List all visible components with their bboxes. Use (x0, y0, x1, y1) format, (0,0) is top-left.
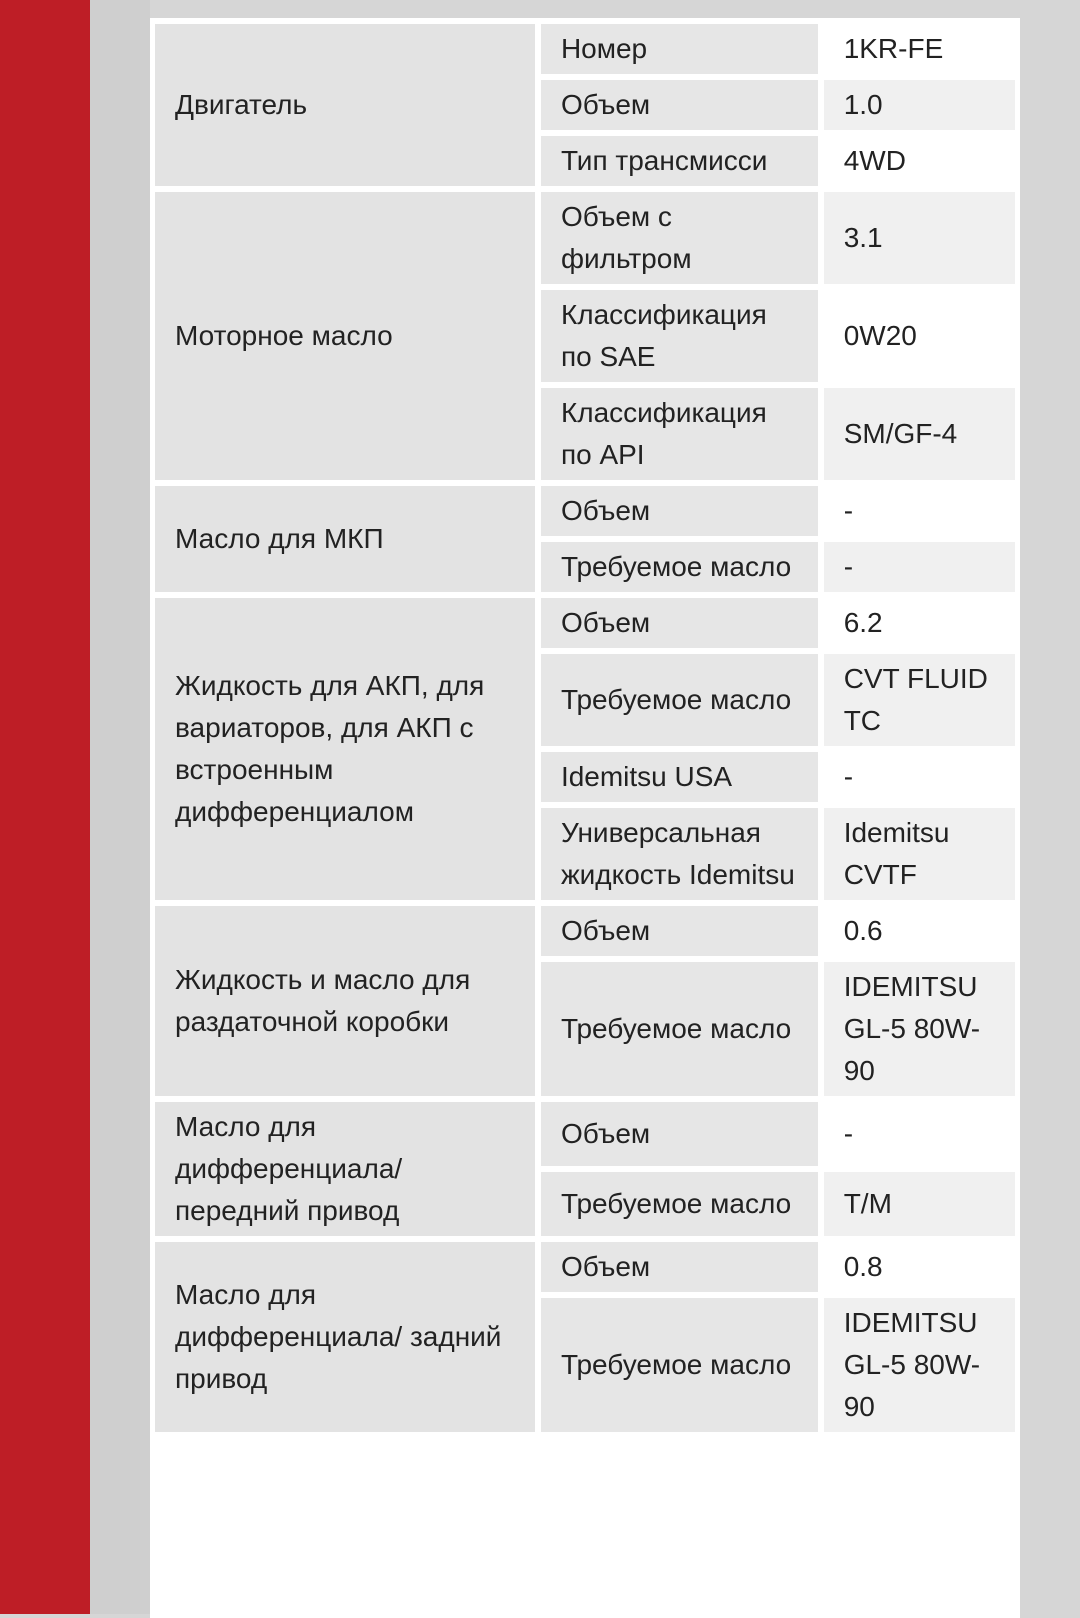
row-value: 1.0 (824, 80, 1015, 130)
row-key: Объем (541, 80, 818, 130)
row-value: 3.1 (824, 192, 1015, 284)
row-key: Объем (541, 906, 818, 956)
row-key: Классификация по SAE (541, 290, 818, 382)
row-value: - (843, 761, 854, 792)
row-value: 0.8 (843, 1251, 883, 1282)
row-key: Универсальная жидкость Idemitsu (541, 808, 818, 900)
oil-spec-table (150, 18, 1020, 1438)
row-key: Требуемое масло (541, 542, 818, 592)
row-value: 4WD (843, 145, 906, 176)
row-key: Требуемое масло (541, 654, 818, 746)
row-value: SM/GF-4 (824, 388, 1015, 480)
row-key: Объем (541, 1242, 818, 1292)
row-key: Объем (541, 1102, 818, 1166)
group-title-rear-differential-oil: Масло для дифференциала/ задний привод (155, 1242, 535, 1432)
row-value: - (843, 495, 854, 526)
row-value: IDEMITSU GL-5 80W-90 (824, 1298, 1015, 1432)
group-title-motor-oil: Моторное масло (155, 192, 535, 480)
row-value: - (824, 542, 1015, 592)
spec-table-container (150, 18, 1020, 1618)
row-value: T/M (824, 1172, 1015, 1236)
row-value: IDEMITSU GL-5 80W-90 (824, 962, 1015, 1096)
row-key: Объем (541, 486, 818, 536)
row-key: Требуемое масло (541, 1298, 818, 1432)
row-value: - (843, 1118, 854, 1149)
row-value: CVT FLUID TC (824, 654, 1015, 746)
row-key: Требуемое масло (541, 1172, 818, 1236)
group-title-automatic-transmission-fluid: Жидкость для АКП, для вариаторов, для АКП с встроенным дифференциалом (155, 598, 535, 900)
row-key: Классификация по API (541, 388, 818, 480)
row-key: Объем (541, 598, 818, 648)
group-title-front-differential-oil: Масло для дифференциала/ передний привод (155, 1102, 535, 1236)
row-value: Idemitsu CVTF (824, 808, 1015, 900)
side-gutter (90, 0, 150, 1614)
row-key: Номер (541, 24, 818, 74)
row-value: 1KR-FE (843, 33, 944, 64)
group-title-transfer-case-oil: Жидкость и масло для раздаточной коробки (155, 906, 535, 1096)
row-value: 6.2 (843, 607, 883, 638)
row-key: Idemitsu USA (541, 752, 818, 802)
row-key: Объем с фильтром (541, 192, 818, 284)
row-value: 0W20 (843, 320, 917, 351)
group-title-engine: Двигатель (155, 24, 535, 186)
group-title-manual-gearbox-oil: Масло для МКП (155, 486, 535, 592)
left-accent-bar (0, 0, 90, 1614)
row-key: Тип трансмисси (541, 136, 818, 186)
row-value: 0.6 (843, 915, 883, 946)
row-key: Требуемое масло (541, 962, 818, 1096)
